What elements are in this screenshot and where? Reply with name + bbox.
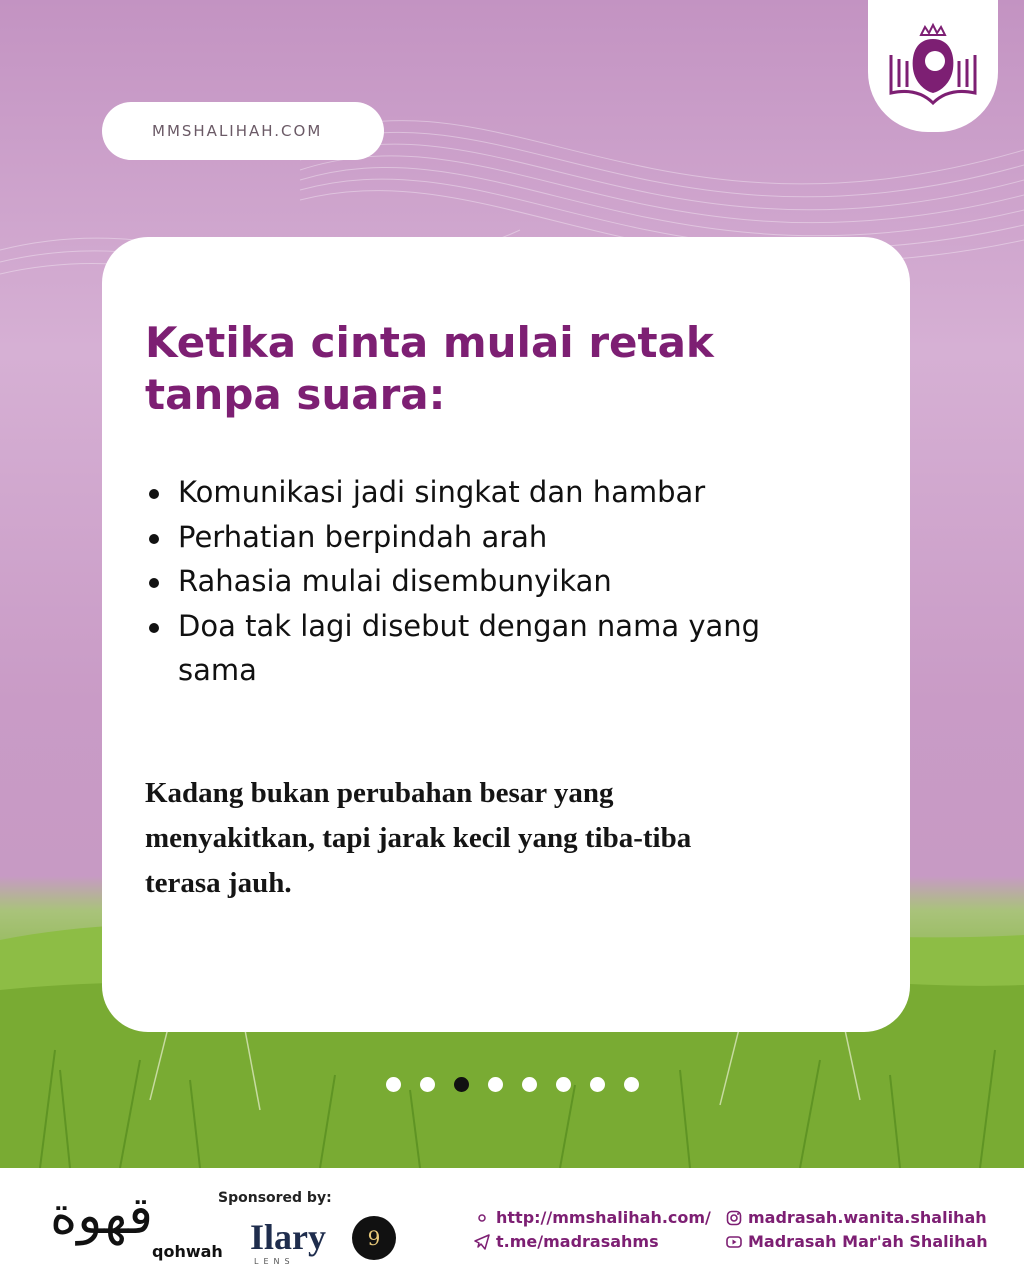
instagram-link[interactable] xyxy=(726,1208,987,1227)
quote-text: Kadang bukan perubahan besar yang menyakitkan, tapi jarak kecil yang tiba-tiba terasa jauh. xyxy=(145,777,692,899)
bullet-item: Komunikasi jadi singkat dan hambar xyxy=(145,470,825,515)
instagram-icon xyxy=(726,1210,742,1226)
sponsored-by-label: Sponsored by: xyxy=(218,1190,332,1206)
sponsor-logo-round: 9 xyxy=(352,1216,396,1260)
pagination-dot[interactable] xyxy=(454,1077,469,1092)
headline: Ketika cinta mulai retak tanpa suara: xyxy=(145,318,714,419)
bullet-item: Rahasia mulai disembunyikan xyxy=(145,559,825,604)
carousel-pagination xyxy=(386,1077,639,1092)
pagination-dot[interactable] xyxy=(624,1077,639,1092)
bullet-list xyxy=(145,470,825,693)
sponsor-logo-ilary: Ilary xyxy=(250,1217,326,1257)
sponsor-logo-qohwah-arabic: قهوة xyxy=(50,1186,153,1246)
youtube-text: Madrasah Mar'ah Shalihah xyxy=(748,1232,988,1251)
globe-icon xyxy=(474,1210,490,1226)
pagination-dot[interactable] xyxy=(556,1077,571,1092)
pagination-dot[interactable] xyxy=(420,1077,435,1092)
youtube-icon xyxy=(726,1234,742,1250)
site-label-pill[interactable] xyxy=(102,102,384,160)
pagination-dot[interactable] xyxy=(488,1077,503,1092)
telegram-link[interactable] xyxy=(474,1232,659,1251)
pagination-dot[interactable] xyxy=(386,1077,401,1092)
website-text: http://mmshalihah.com/ xyxy=(496,1208,711,1227)
logo-book-crown-icon xyxy=(881,21,985,111)
youtube-link[interactable] xyxy=(726,1232,988,1251)
sponsor-logo-ilary-sub: LENS xyxy=(254,1257,295,1266)
instagram-text: madrasah.wanita.shalihah xyxy=(748,1208,987,1227)
website-link[interactable] xyxy=(474,1208,711,1227)
bullet-item: Doa tak lagi disebut dengan nama yang sama xyxy=(145,604,825,693)
telegram-icon xyxy=(474,1234,490,1250)
footer xyxy=(0,1168,1024,1280)
sponsor-logo-qohwah-latin: qohwah xyxy=(152,1242,223,1261)
brand-logo xyxy=(868,0,998,132)
site-label: MMSHALIHAH.COM xyxy=(152,122,323,140)
telegram-text: t.me/madrasahms xyxy=(496,1232,659,1251)
pagination-dot[interactable] xyxy=(522,1077,537,1092)
pagination-dot[interactable] xyxy=(590,1077,605,1092)
content-card xyxy=(102,237,910,1032)
bullet-item: Perhatian berpindah arah xyxy=(145,515,825,560)
